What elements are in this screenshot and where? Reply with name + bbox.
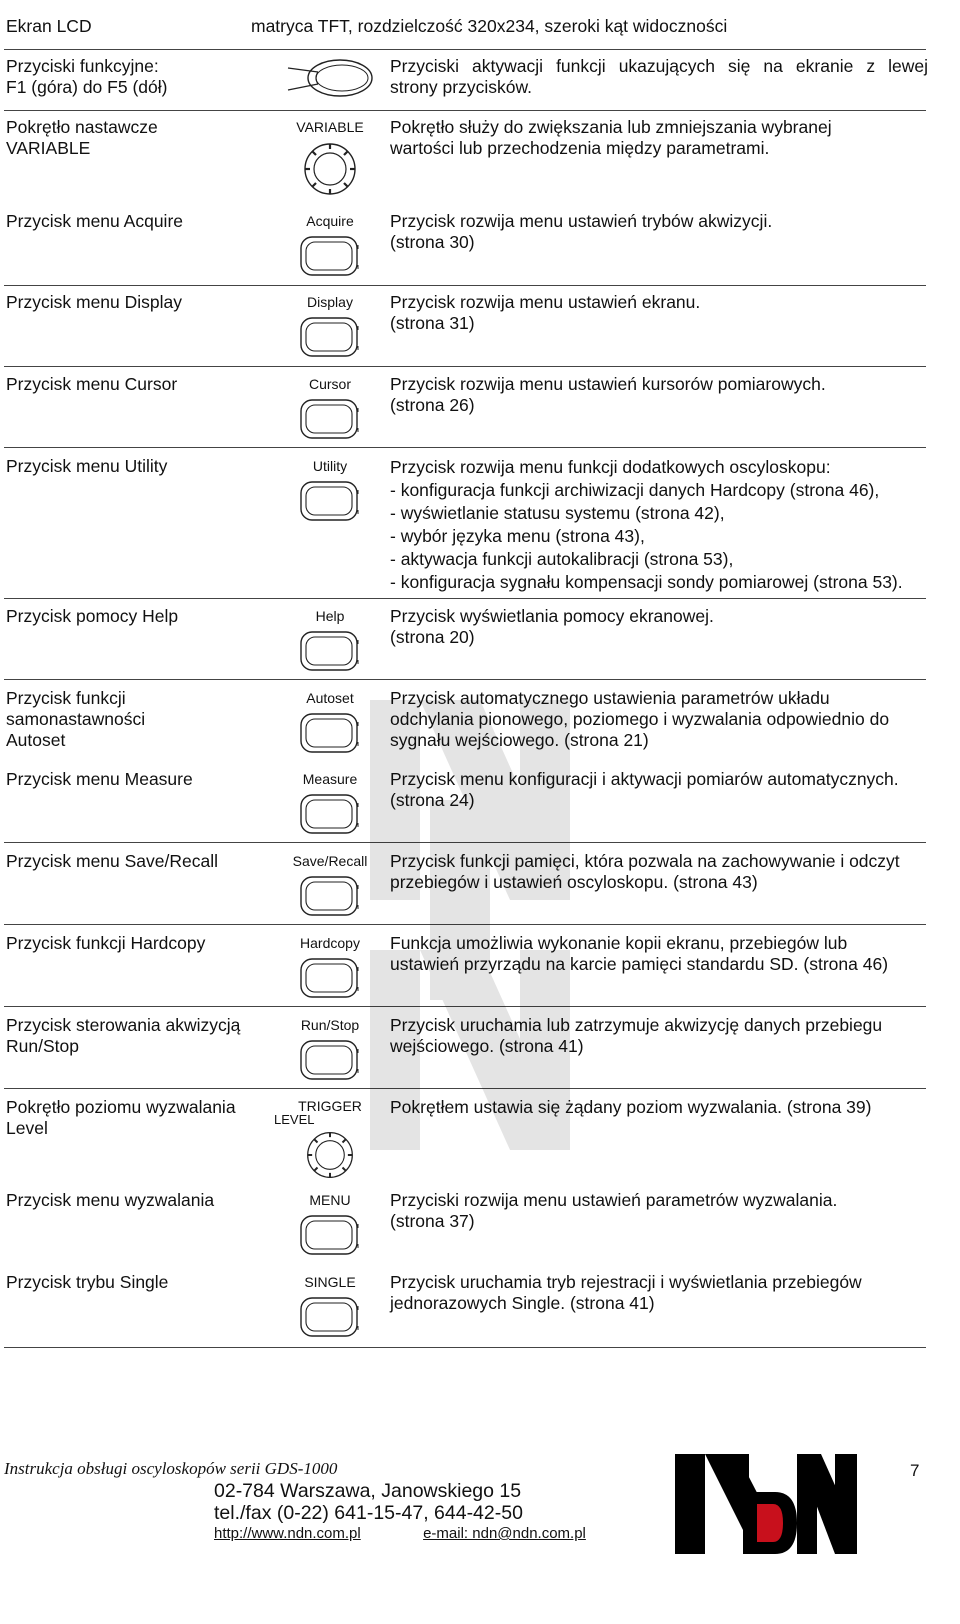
knob-icon bbox=[302, 141, 358, 197]
row-description: Przycisk rozwija menu ustawień kursorów pomiarowych. (strona 26) bbox=[390, 374, 826, 415]
save-recall-button: Save/Recall bbox=[274, 853, 386, 917]
table-row bbox=[4, 50, 926, 111]
button-icon bbox=[299, 630, 361, 672]
row-label: Przycisk menu Cursor bbox=[6, 374, 178, 394]
row-description: Pokrętło służy do zwiększania lub zmniejszania wybranej wartości lub przechodzenia między parametrami. bbox=[390, 117, 832, 158]
table-row bbox=[4, 111, 926, 206]
row-label: Przycisk menu Utility bbox=[6, 456, 168, 476]
table-row bbox=[4, 761, 926, 843]
row-description: Przyciski aktywacji funkcji ukazujących się na ekranie z lewej strony przycisków. bbox=[390, 56, 928, 97]
row-label: Przycisk menu Measure bbox=[6, 769, 193, 789]
button-icon bbox=[299, 1039, 361, 1081]
table-row bbox=[4, 286, 926, 367]
page-number: 7 bbox=[910, 1461, 920, 1480]
variable-knob: VARIABLE bbox=[274, 119, 386, 197]
footer-address: 02-784 Warszawa, Janowskiego 15 tel./fax (0-22) 641-15-47, 644-42-50 bbox=[214, 1480, 523, 1524]
row-label: Przycisk trybu Single bbox=[6, 1272, 169, 1292]
run-stop-button: Run/Stop bbox=[274, 1017, 386, 1081]
acquire-button: Acquire bbox=[274, 213, 386, 277]
f-buttons-icon bbox=[274, 56, 386, 100]
row-description: Przycisk rozwija menu ustawień trybów akwizycji. (strona 30) bbox=[390, 211, 773, 252]
table-row bbox=[4, 925, 926, 1007]
row-label: Przycisk funkcji Hardcopy bbox=[6, 933, 206, 953]
row-description: Przycisk wyświetlania pomocy ekranowej. (strona 20) bbox=[390, 606, 714, 647]
button-icon bbox=[299, 793, 361, 835]
row-label: Przycisk menu wyzwalania bbox=[6, 1190, 215, 1210]
row-label: Przycisk funkcji samonastawności Autoset bbox=[6, 688, 146, 750]
table-row bbox=[4, 367, 926, 448]
row-description: Funkcja umożliwia wykonanie kopii ekranu, przebiegów lub ustawień przyrządu na karcie pamięci standardu SD. (strona 46) bbox=[390, 933, 889, 974]
row-description: Przycisk menu konfiguracji i aktywacji pomiarów automatycznych. (strona 24) bbox=[390, 769, 899, 810]
row-label: Przycisk menu Acquire bbox=[6, 211, 184, 231]
button-icon bbox=[299, 875, 361, 917]
button-icon bbox=[299, 398, 361, 440]
table-row bbox=[4, 599, 926, 680]
row-label: Przycisk pomocy Help bbox=[6, 606, 179, 626]
website-link[interactable]: http://www.ndn.com.pl bbox=[214, 1525, 361, 1542]
measure-button: Measure bbox=[274, 771, 386, 835]
trigger-level-knob: TRIGGER LEVEL bbox=[274, 1098, 386, 1180]
row-description: Przycisk automatycznego ustawienia parametrów układu odchylania pionowego, poziomego i wyzwalania odpowiednio do sygnału wejściowego. (strona 21) bbox=[390, 688, 890, 750]
email-link[interactable]: e-mail: ndn@ndn.com.pl bbox=[423, 1525, 586, 1542]
single-button: SINGLE bbox=[274, 1274, 386, 1338]
button-icon bbox=[299, 1296, 361, 1338]
footer-document-title: Instrukcja obsługi oscyloskopów serii GDS-1000 bbox=[4, 1459, 338, 1478]
row-description: Przyciski rozwija menu ustawień parametrów wyzwalania. (strona 37) bbox=[390, 1190, 838, 1231]
utility-button: Utility bbox=[274, 458, 386, 522]
table-row bbox=[4, 205, 926, 286]
button-icon bbox=[299, 712, 361, 754]
row-description: Przycisk rozwija menu funkcji dodatkowych oscyloskopu: - konfiguracja funkcji archiwizacji danych Hardcopy (strona 46), - wyświetlanie statusu systemu (strona 42), - wybór języka menu (strona 43), - aktywacja funkcji autokalibracji (strona 53), - konfiguracja sygnału kompensacji sondy pomiarowej (strona 53). bbox=[390, 457, 903, 592]
row-label: Przycisk menu Save/Recall bbox=[6, 851, 219, 871]
footer-links bbox=[214, 1525, 586, 1542]
button-icon bbox=[299, 480, 361, 522]
display-button: Display bbox=[274, 294, 386, 358]
table-row bbox=[4, 680, 926, 760]
knob-icon bbox=[305, 1130, 355, 1180]
autoset-button: Autoset bbox=[274, 690, 386, 754]
row-description: Przycisk funkcji pamięci, która pozwala na zachowywanie i odczyt przebiegów i ustawień oscyloskopu. (strona 43) bbox=[390, 851, 900, 892]
row-label: Przycisk menu Display bbox=[6, 292, 183, 312]
row-label: Przycisk sterowania akwizycją Run/Stop bbox=[6, 1015, 241, 1056]
button-icon bbox=[299, 957, 361, 999]
table-row bbox=[4, 1264, 926, 1348]
button-icon bbox=[299, 1214, 361, 1256]
row-label: Ekran LCD bbox=[6, 16, 92, 36]
table-row bbox=[4, 448, 926, 599]
table-row bbox=[4, 1183, 926, 1263]
table-row bbox=[4, 0, 926, 50]
row-description: Przycisk rozwija menu ustawień ekranu. (strona 31) bbox=[390, 292, 701, 333]
row-label: Pokrętło nastawcze VARIABLE bbox=[6, 117, 158, 158]
button-icon bbox=[299, 316, 361, 358]
help-button: Help bbox=[274, 608, 386, 672]
row-label: Przyciski funkcyjne: F1 (góra) do F5 (dół) bbox=[6, 56, 168, 97]
table-row bbox=[4, 1089, 926, 1184]
table-row bbox=[4, 843, 926, 925]
hardcopy-button: Hardcopy bbox=[274, 935, 386, 999]
row-label: Pokrętło poziomu wyzwalania Level bbox=[6, 1097, 236, 1138]
trigger-menu-button: MENU bbox=[274, 1192, 386, 1256]
row-description: Przycisk uruchamia lub zatrzymuje akwizycję danych przebiegu wejściowego. (strona 41) bbox=[390, 1015, 883, 1056]
button-icon bbox=[299, 235, 361, 277]
row-description: Pokrętłem ustawia się żądany poziom wyzwalania. (strona 39) bbox=[390, 1097, 872, 1117]
ndn-logo bbox=[675, 1452, 860, 1556]
row-description: matryca TFT, rozdzielczość 320x234, szeroki kąt widoczności bbox=[251, 16, 728, 36]
cursor-button: Cursor bbox=[274, 376, 386, 440]
table-row bbox=[4, 1007, 926, 1089]
row-description: Przycisk uruchamia tryb rejestracji i wyświetlania przebiegów jednorazowych Single. (strona 41) bbox=[390, 1272, 862, 1313]
